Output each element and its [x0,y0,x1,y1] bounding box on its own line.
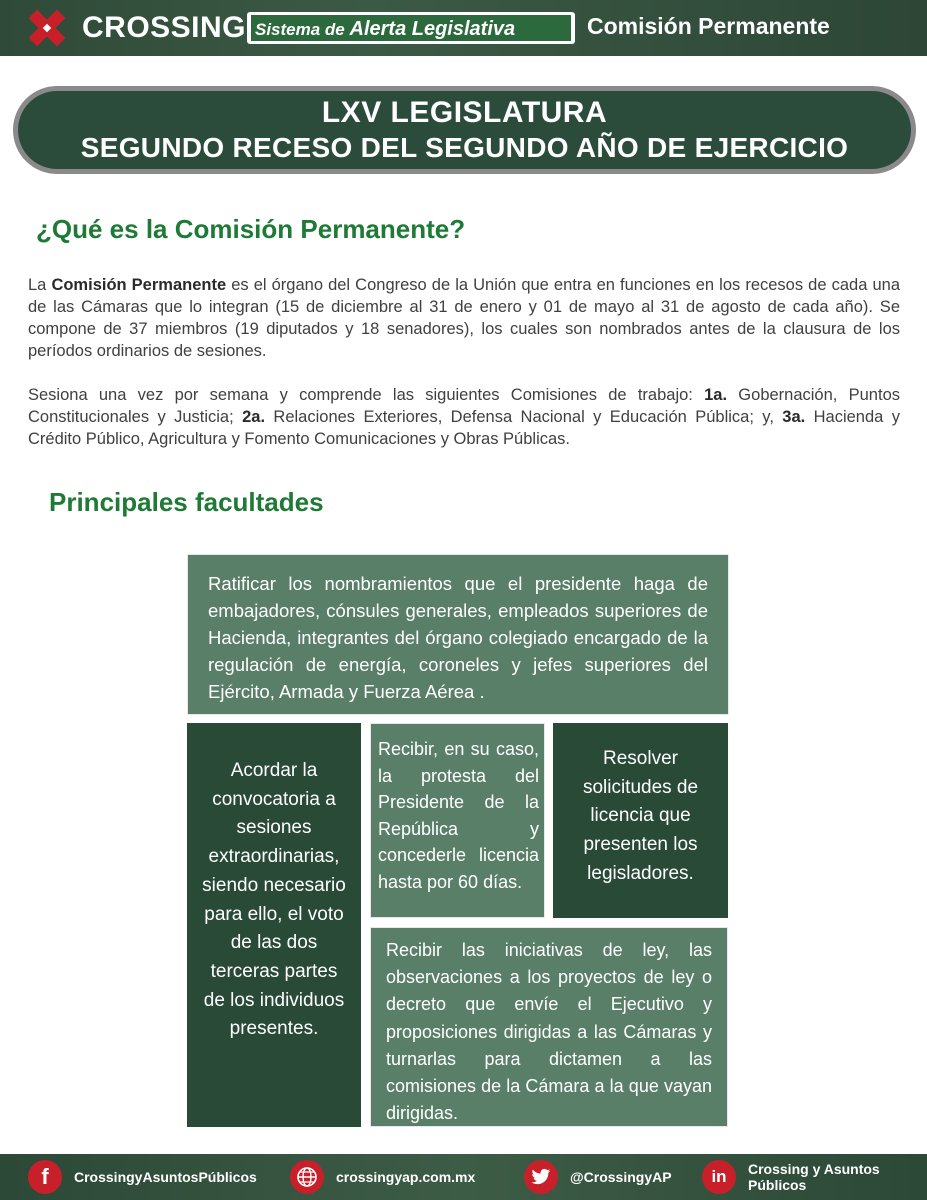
banner-line-1: LXV LEGISLATURA [321,96,608,129]
footer-facebook-label: CrossingyAsuntosPúblicos [74,1169,257,1185]
footer-website[interactable] [290,1154,475,1200]
brand-name: CROSSING [82,11,247,44]
section-heading-what-is: ¿Qué es la Comisión Permanente? [36,214,466,244]
power-box-ratify [187,554,729,715]
footer-facebook[interactable] [28,1154,257,1200]
bold-term: Comisión Permanente [51,276,227,294]
header-title: Comisión Permanente [587,13,830,39]
footer-linkedin[interactable] [702,1154,898,1200]
footer-twitter[interactable] [524,1154,672,1200]
top-header [0,0,927,56]
footer-twitter-label: @CrossingyAP [570,1169,672,1185]
banner-line-2: SEGUNDO RECESO DEL SEGUNDO AÑO DE EJERCICIO [80,132,849,163]
paragraph-definition: La Comisión Permanente es el órgano del Congreso de la Unión que entra en funciones en los recesos de cada una de las Cámaras que lo integran (15 de diciembre al 31 de enero y 01 de mayo al 31 de agosto de cada año). Se compone de 37 miembros (19 diputados y 18 senadores), los cuales son nombrados antes de la clausura de los períodos ordinarios de sesiones. [28,276,900,360]
power-text-protest: Recibir, en su caso, la protesta del Presidente de la República y concederle licencia hasta por 60 días. [378,739,539,892]
power-box-protest [370,723,545,918]
power-text-convene: Acordar la convocatoria a sesiones extraordinarias, siendo necesario para ello, el voto de las dos terceras partes de los individuos presentes. [202,760,346,1040]
power-box-convene [187,723,361,1127]
linkedin-icon: in [702,1160,736,1194]
power-text-license: Resolver solicitudes de licencia que presenten los legisladores. [582,748,699,884]
power-text-ratify: Ratificar los nombramientos que el presidente haga de embajadores, cónsules generales, empleados superiores de Hacienda, integrantes del órgano colegiado encargado de la regulación de energía, coroneles y jefes superiores del Ejército, Armada y Fuerza Aérea . [208,573,708,702]
paragraph-commissions: Sesiona una vez por semana y comprende las siguientes Comisiones de trabajo: 1a. Gobernación, Puntos Constitucionales y Justicia; 2a. Relaciones Exteriores, Defensa Nacional y Educación Pública; y, 3a. Hacienda y Crédito Público, Agricultura y Fomento Comunicaciones y Obras Públicas. [28,386,900,448]
power-text-initiatives: Recibir las iniciativas de ley, las observaciones a los proyectos de ley o decreto que envíe el Ejecutivo y proposiciones dirigidas a las Cámaras y turnarlas para dictamen a las comisiones de la Cámara a la que vayan dirigidas. [386,940,712,1124]
alert-system-prefix: Sistema de [255,20,350,39]
power-box-initiatives [370,927,728,1127]
title-banner [13,86,916,174]
crossing-logo-icon [24,5,70,51]
footer-website-label: crossingyap.com.mx [336,1169,476,1185]
power-box-license [553,723,728,918]
alert-system-title: Alerta Legislativa [349,18,516,40]
section-heading-powers: Principales facultades [49,487,324,517]
facebook-icon: f [28,1160,62,1194]
alert-system-badge [247,12,575,44]
twitter-icon [524,1160,558,1194]
footer-linkedin-label: Crossing y Asuntos Públicos [748,1161,880,1193]
footer-bar [0,1154,927,1200]
web-icon [290,1160,324,1194]
